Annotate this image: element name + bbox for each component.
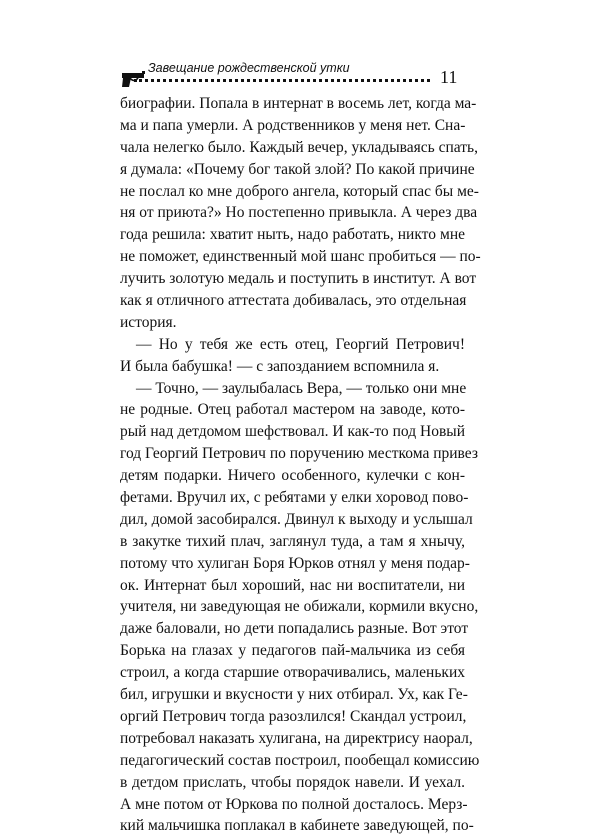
text-line: лучить золотую медаль и поступить в институт. А вот [120,270,477,288]
text-line: биографии. Попала в интернат в восемь лет, когда ма- [120,95,477,112]
text-line: потому что хулиган Боря Юрков отнял у меня подар- [120,554,470,572]
text-line: даже баловали, но дети попадались разные. Вот этот [120,620,469,638]
text-line: чала нелегко было. Каждый вечер, укладываясь спать, [120,138,478,156]
text-line: ма и папа умерли. А родственников у меня нет. Сна- [120,116,466,134]
dotted-rule [134,79,430,82]
text-line: как я отличного аттестата добивалась, это отдельная [120,292,467,310]
text-line: детям подарки. Ничего особенного, кулечки с кон- [120,467,465,485]
text-line: А мне потом от Юркова по полной досталось. Мерз- [120,795,468,813]
body-text [120,93,481,837]
page-number: 11 [440,67,458,87]
text-line: — Точно, — заулыбалась Вера, — только они мне [136,379,467,397]
text-line: в детдом прислать, чтобы порядок навели. И уехал. [120,773,465,791]
text-line: педагогический состав построил, пообещал комиссию [120,751,480,769]
text-line: ня от приюта?» Но постепенно привыкла. А через два [120,204,478,222]
text-line: Борька на глазах у педагогов пай-мальчика из себя [120,642,465,660]
text-line: рый над детдомом шефствовал. И как-то под Новый [120,423,465,441]
running-header [120,56,465,96]
text-line: кий мальчишка поплакал в кабинете заведующей, по- [120,817,474,835]
text-line: строил, а когда старшие отворачивались, маленьких [120,664,465,682]
text-line: оргий Петрович тогда разозлился! Скандал устроил, [120,707,467,725]
text-line: учителя, ни заведующая не обижали, кормили вкусно, [120,598,479,616]
text-line: — Но у тебя же есть отец, Георгий Петрович! [136,335,465,353]
text-line: я думала: «Почему бог такой злой? По какой причине [120,160,475,178]
text-line: не поможет, единственный мой шанс пробиться — по- [120,248,481,266]
text-line: год Георгий Петрович по поручению месткома привез [120,445,478,463]
text-line: потребовал наказать хулигана, на директрису наорал, [120,729,473,747]
text-line: ок. Интернат был хороший, нас ни воспитатели, ни [120,576,465,594]
text-line: года решила: хватит ныть, надо работать, никто мне [120,226,465,244]
text-line: в закутке тихий плач, заглянул туда, а там я хнычу, [120,532,465,550]
paragraph [120,378,480,837]
text-line: не родные. Отец работал мастером на заводе, кото- [120,401,465,419]
text-line: дил, домой засобирался. Двинул к выходу и услышал [120,510,473,528]
paragraph [120,93,481,334]
running-title: Завещание рождественской утки [148,61,350,75]
text-line: И была бабушка! — с запозданием вспомнила я. [120,357,440,375]
text-line: фетами. Вручил их, с ребятами у елки хоровод пово- [120,489,469,507]
paragraph [120,334,465,378]
text-line: бил, игрушки и вкусности у них отбирал. Ух, как Ге- [120,686,468,704]
text-line: не послал ко мне доброго ангела, который спас бы ме- [120,182,479,200]
text-line: история. [120,313,177,331]
